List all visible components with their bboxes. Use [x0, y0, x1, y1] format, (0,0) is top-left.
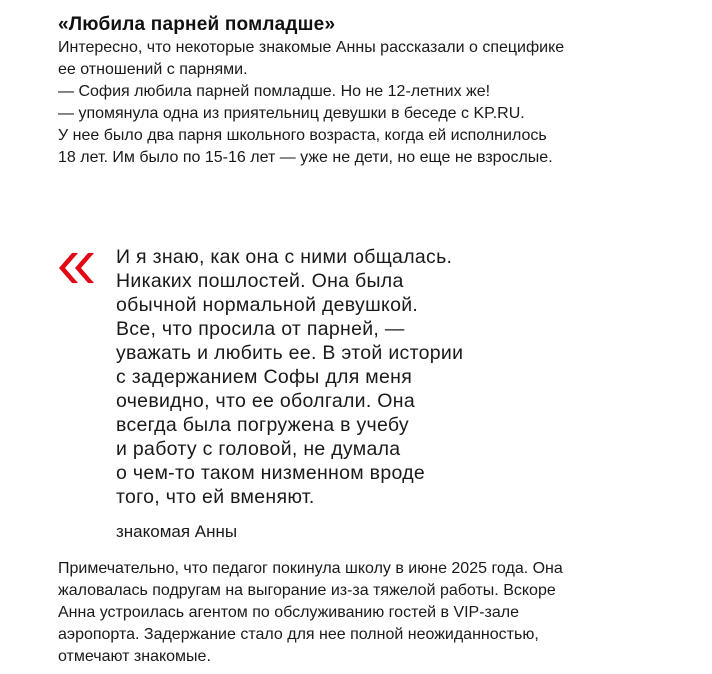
- quote-text: [116, 245, 463, 509]
- quote-line: очевидно, что ее оболгали. Она: [116, 390, 415, 412]
- paragraph-dialogue: [58, 81, 678, 125]
- quote-line: о чем-то таком низменном вроде: [116, 462, 426, 484]
- text-line: У нее было два парня школьного возраста, когда ей исполнилось: [58, 127, 547, 144]
- text-line: Интересно, что некоторые знакомые Анны рассказали о специфике: [58, 39, 565, 56]
- text-line: жаловалась подругам на выгорание из-за тяжелой работы. Вскоре: [58, 582, 556, 599]
- text-line: Примечательно, что педагог покинула школу в июне 2025 года. Она: [58, 560, 563, 577]
- article: [58, 0, 678, 169]
- section-heading: «Любила парней помладше»: [58, 14, 336, 35]
- quote-line: Все, что просила от парней, —: [116, 318, 405, 340]
- quote-line: с задержанием Софы для меня: [116, 366, 413, 388]
- quote-line: обычной нормальной девушкой.: [116, 294, 419, 316]
- quote-line: того, что ей вменяют.: [116, 486, 315, 508]
- quote-line: И я знаю, как она с ними общалась.: [116, 246, 453, 268]
- text-line: отмечают знакомые.: [58, 648, 211, 665]
- quote-mark-icon: [58, 253, 94, 283]
- text-line: — София любила парней помладше. Но не 12-летних же!: [58, 83, 491, 100]
- paragraph-conclusion: [58, 558, 678, 668]
- quote-line: Никаких пошлостей. Она была: [116, 270, 404, 292]
- text-line: — упомянула одна из приятельниц девушки в беседе с KP.RU.: [58, 105, 525, 122]
- pull-quote: [58, 241, 658, 551]
- quote-line: и работу с головой, не думала: [116, 438, 401, 460]
- text-line: 18 лет. Им было по 15-16 лет — уже не дети, но еще не взрослые.: [58, 149, 553, 166]
- paragraph-intro: [58, 37, 678, 81]
- text-line: аэропорта. Задержание стало для нее полной неожиданностью,: [58, 626, 539, 643]
- quote-line: уважать и любить ее. В этой истории: [116, 342, 464, 364]
- text-line: ее отношений с парнями.: [58, 61, 248, 78]
- paragraph-boyfriends: [58, 125, 678, 169]
- quote-author: знакомая Анны: [116, 522, 238, 541]
- text-line: Анна устроилась агентом по обслуживанию гостей в VIP-зале: [58, 604, 520, 621]
- quote-line: всегда была погружена в учебу: [116, 414, 409, 436]
